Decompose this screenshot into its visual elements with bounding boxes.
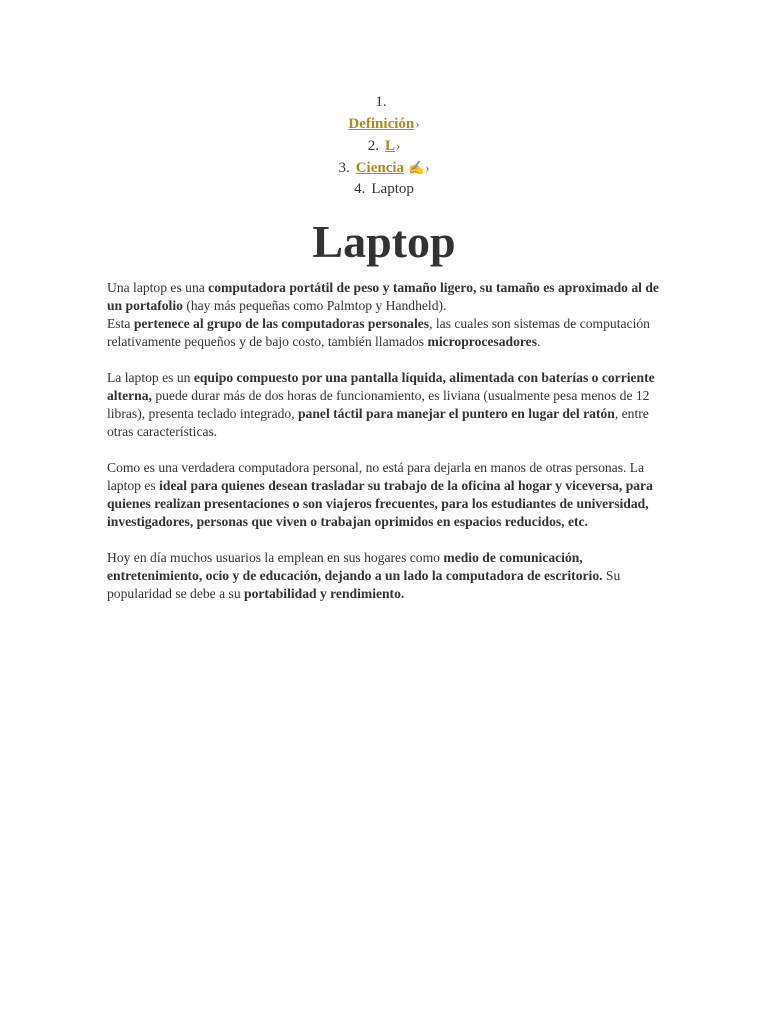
breadcrumb-number: 4. <box>354 181 366 197</box>
text: . <box>537 334 541 349</box>
breadcrumb-current: Laptop <box>371 181 414 197</box>
chevron-right-icon: › <box>415 116 420 131</box>
text: Su popularidad se debe a su <box>107 568 621 601</box>
breadcrumb-link-ciencia[interactable]: Ciencia <box>355 160 405 176</box>
text: , entre otras características. <box>107 406 649 439</box>
breadcrumb-number: 1. <box>375 94 387 110</box>
chevron-right-icon: › <box>425 160 430 175</box>
article-body <box>107 279 667 621</box>
text: Hoy en día muchos usuarios la emplean en sus hogares como <box>107 550 444 565</box>
breadcrumb-item-4 <box>0 179 768 200</box>
page-title: Laptop <box>312 216 456 267</box>
bold-text: computadora portátil de peso y tamaño ligero, su tamaño es aproximado al de un portafolio <box>107 280 659 313</box>
text: puede durar más de dos horas de funcionamiento, es liviana (usualmente pesa menos de 12 libras), presenta teclado integrado, <box>107 388 650 421</box>
text: Esta <box>107 316 134 331</box>
bold-text: equipo compuesto por una pantalla líquida, alimentada con baterías o corriente alterna, <box>107 370 655 403</box>
breadcrumb <box>0 92 768 200</box>
text: , las cuales son sistemas de computación relativamente pequeños y de bajo costo, también llamados <box>107 316 650 349</box>
text: Como es una verdadera computadora personal, no está para dejarla en manos de otras personas. La laptop es <box>107 460 645 493</box>
bold-text: panel táctil para manejar el puntero en lugar del ratón <box>298 406 615 421</box>
bold-text: medio de comunicación, entretenimiento, ocio y de educación, dejando a un lado la computadora de escritorio. <box>107 550 603 583</box>
breadcrumb-item-1 <box>0 92 768 135</box>
text: (hay más pequeñas como Palmtop y Handheld). <box>182 298 447 313</box>
text: Una laptop es una <box>107 280 209 295</box>
paragraph-2 <box>107 369 667 441</box>
bold-text: ideal para quienes desean trasladar su trabajo de la oficina al hogar y viceversa, para quienes realizan presentaciones o son viajeros frecuentes, para los estudiantes de universidad, investigadores, personas que viven o trabajan oprimidos en espacios reducidos, etc. <box>107 478 653 529</box>
paragraph-3 <box>107 459 667 531</box>
text: La laptop es un <box>107 370 194 385</box>
breadcrumb-number: 3. <box>338 160 350 176</box>
bold-text: microprocesadores <box>427 334 537 349</box>
breadcrumb-item-3 <box>0 157 768 179</box>
bold-text: portabilidad y rendimiento. <box>244 586 405 601</box>
paragraph-1 <box>107 279 667 351</box>
leaf-icon: ✍ <box>408 160 425 175</box>
breadcrumb-link-definicion[interactable]: Definición <box>348 116 415 132</box>
breadcrumb-link-l[interactable]: L <box>384 138 395 154</box>
breadcrumb-number: 2. <box>367 138 379 154</box>
paragraph-4 <box>107 549 667 603</box>
breadcrumb-item-2 <box>0 135 768 157</box>
chevron-right-icon: › <box>395 138 401 153</box>
bold-text: pertenece al grupo de las computadoras personales <box>133 316 430 331</box>
